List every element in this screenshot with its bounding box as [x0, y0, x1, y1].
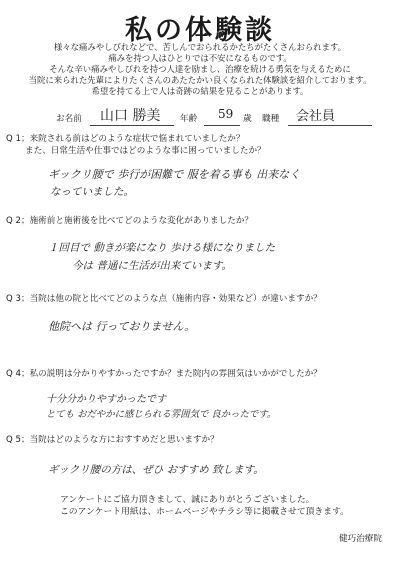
- answer-1-line-2: なっていました。: [50, 186, 134, 198]
- question-text: ；当院は他の院と比べてどのような点（施術内容・効果など）が違いますか？: [20, 294, 322, 304]
- name-value: 山口 勝美: [100, 108, 161, 124]
- question-text: ；来院される前はどのような症状で悩まれていましたか？: [20, 134, 245, 144]
- age-underline: [204, 125, 240, 126]
- answer-4-line-1: 十分分かりやすかったです: [46, 394, 166, 405]
- age-label: 年齢: [180, 114, 198, 124]
- question-3: [6, 293, 322, 305]
- question-text: ；施術前と施術後を比べてどのような変化がありましたか？: [20, 216, 254, 226]
- intro-line: 痛みを持つ人はひとりでは不安になるものです。: [108, 53, 292, 64]
- job-value: 会社員: [296, 109, 336, 124]
- clinic-name: 健巧治療院: [339, 534, 382, 544]
- answer-2-line-1: １回目で 動きが楽になり 歩ける様になりました: [48, 242, 276, 254]
- answer-3-line-1: 他院へは 行っておりません。: [48, 320, 196, 333]
- job-underline: [288, 125, 372, 126]
- question-text: ；当院はどのような方におすすめだと思いますか？: [20, 435, 219, 445]
- question-number: Q 1: [6, 134, 21, 144]
- question-number: Q 2: [6, 216, 21, 226]
- question-4: [6, 368, 322, 380]
- closing-text: [60, 494, 390, 518]
- name-label: お名前: [56, 114, 82, 124]
- closing-line: アンケートにご協力頂きまして、誠にありがとうございました。: [60, 495, 315, 505]
- question-number: Q 5: [6, 435, 21, 445]
- answer-2-line-2: 今は 普通に生活が出来ています。: [72, 260, 232, 272]
- intro-line: 様々な痛みやしびれなどで、苦しんでおられるかたちがたくさんおられます。: [53, 42, 347, 52]
- intro-line: 当院に来られた先輩によりたくさんのあたたかい良くなられた体験談を紹介しております。: [28, 75, 372, 86]
- answer-4-line-2: とても おだやかに感じられる雰囲気で 良かったです。: [46, 409, 277, 420]
- question-text: ；私の説明は分かりやすかったですか？また院内の雰囲気はいかがでしたか？: [20, 369, 322, 379]
- age-value: 59: [218, 107, 234, 121]
- name-underline: [90, 125, 174, 126]
- question-text: また、日常生活や仕事ではどのような事に困っていましたか？: [25, 146, 266, 156]
- intro-line: 希望を持てる上で人は奇跡の結果を見ることがあります。: [91, 86, 309, 97]
- question-number: Q 4: [6, 369, 21, 379]
- answer-1-line-1: ギックリ腰で 歩行が困難で 服を着る事も 出来なく: [48, 168, 301, 181]
- answer-5-line-1: ギックリ腰の方は、ぜひ おすすめ 致します。: [48, 464, 264, 476]
- closing-line: このアンケート用紙は、ホームページやチラシ等に掲載させて頂きます。: [60, 507, 349, 517]
- question-5: [6, 434, 219, 446]
- age-unit: 歳: [243, 114, 252, 124]
- question-2: [6, 215, 253, 227]
- question-number: Q 3: [6, 294, 21, 304]
- page-title: 私の体験談: [125, 15, 275, 46]
- intro-line: そんな辛い痛みやしびれを持つ人達を励まし、治療を続ける勇気を与えるために: [49, 64, 351, 75]
- question-1: [6, 133, 266, 157]
- job-label: 職種: [262, 114, 280, 124]
- profile-row: [0, 106, 400, 126]
- intro-text: [10, 42, 390, 97]
